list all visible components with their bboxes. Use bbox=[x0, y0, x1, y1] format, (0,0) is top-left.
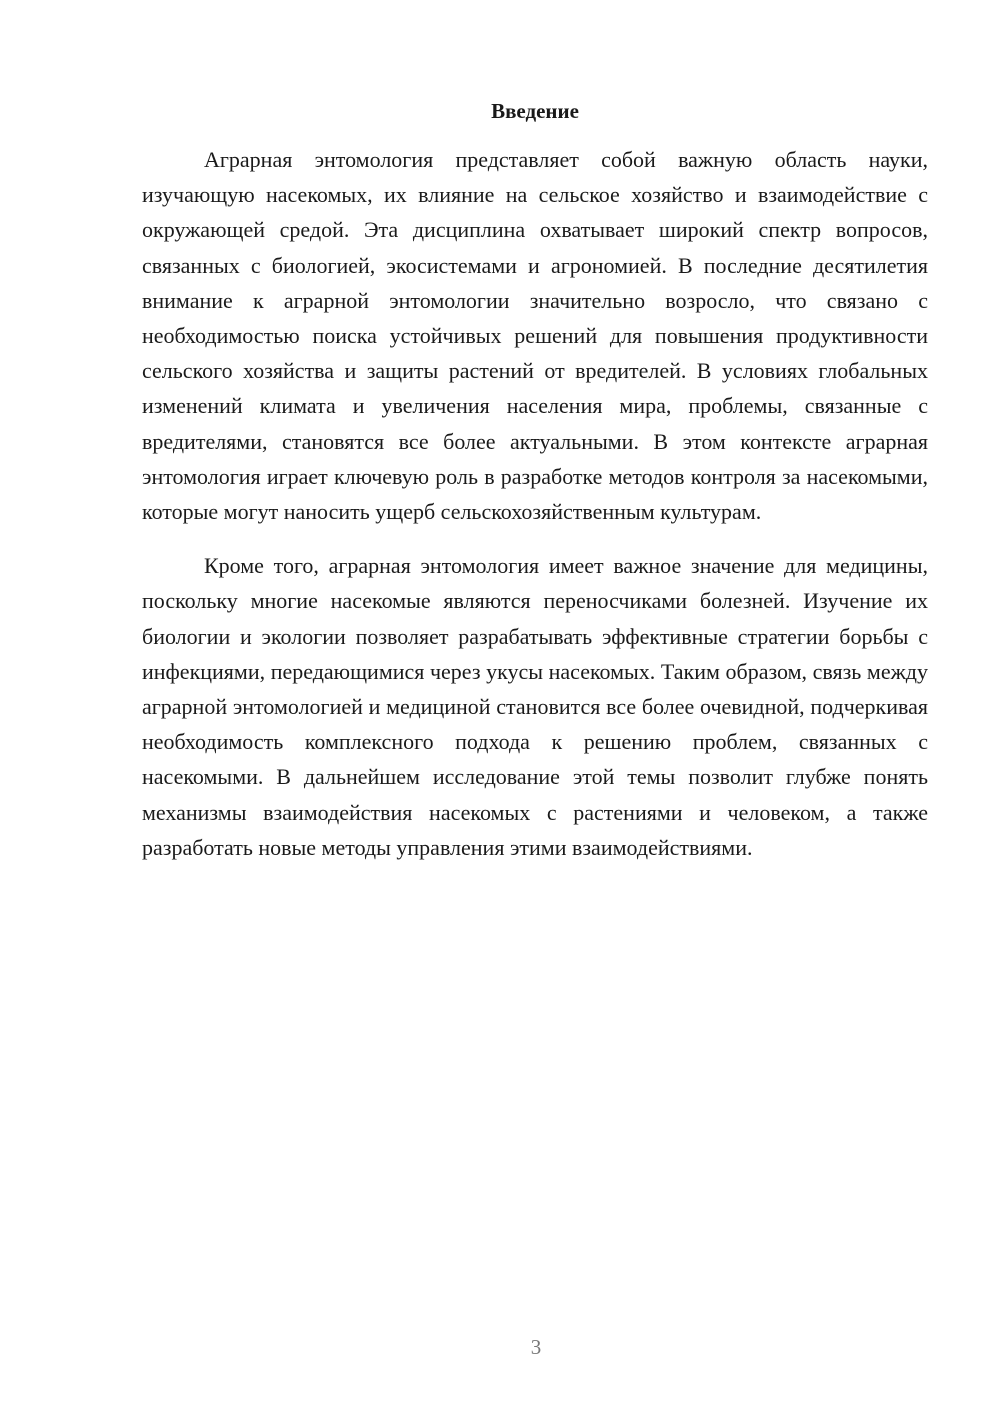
section-heading: Введение bbox=[491, 99, 579, 123]
page-number: 3 bbox=[530, 1335, 542, 1359]
body-text bbox=[142, 142, 928, 865]
paragraph-1: Аграрная энтомология представляет собой важную область науки, изучающую насекомых, их влияние на сельское хозяйство и взаимодействие с окружающей средой. Эта дисциплина охватывает широкий спектр вопросов, связанных с биологией, экосистемами и агрономией. В последние десятилетия внимание к аграрной энтомологии значительно возросло, что связано с необходимостью поиска устойчивых решений для повышения продуктивности сельского хозяйства и защиты растений от вредителей. В условиях глобальных изменений климата и увеличения населения мира, проблемы, связанные с вредителями, становятся все более актуальными. В этом контексте аграрная энтомология играет ключевую роль в разработке методов контроля за насекомыми, которые могут наносить ущерб сельскохозяйственным культурам. bbox=[142, 147, 928, 525]
paragraph-2: Кроме того, аграрная энтомология имеет важное значение для медицины, поскольку многие насекомые являются переносчиками болезней. Изучение их биологии и экологии позволяет разрабатывать эффективные стратегии борьбы с инфекциями, передающимися через укусы насекомых. Таким образом, связь между аграрной энтомологией и медициной становится все более очевидной, подчеркивая необходимость комплексного подхода к решению проблем, связанных с насекомыми. В дальнейшем исследование этой темы позволит глубже понять механизмы взаимодействия насекомых с растениями и человеком, а также разработать новые методы управления этими взаимодействиями. bbox=[142, 553, 928, 860]
